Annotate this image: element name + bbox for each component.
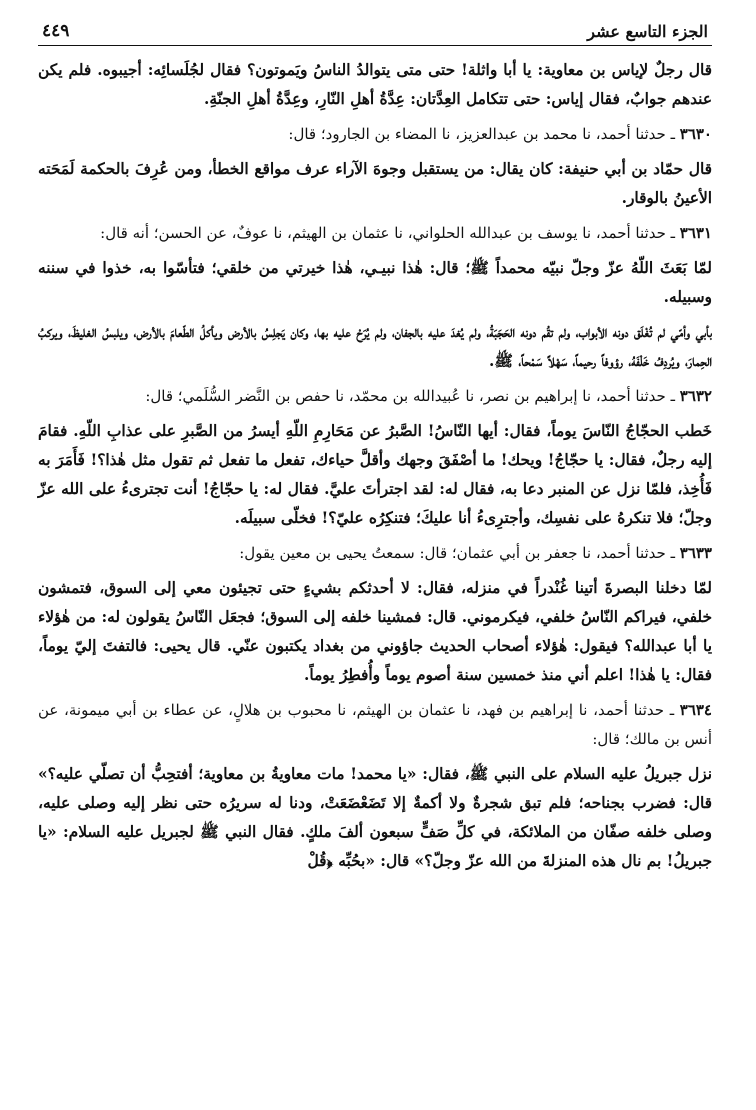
hadith-chain-paragraph [38, 539, 712, 568]
text-paragraph [38, 318, 712, 376]
text-paragraph [38, 574, 712, 690]
paragraph-text: لمّا دخلنا البصرةَ أتينا غُنْدراً في منزله، فقال: لا أحدثكم بشيءٍ حتى تجيئون معي إلى السوق، فتمشون خلفي، فيراكم النّاسُ خلفي، فيكرموني. قال: فمشينا خلفه إلى السوق؛ فجعَل النّاسُ يقولون له: من هٰؤلاء يا أبا عبدالله؟ فيقول: هٰؤلاء أصحاب الحديث جاؤوني من بغداد يكتبون عنّي. قال يحيى: فالتفتَ إليّ يوماً، فقال: يا هٰذا! اعلم أني منذ خمسين سنة أصوم يوماً وأُفطِرُ يوماً. [38, 579, 712, 684]
paragraph-text: خَطب الحجّاجُ النّاسَ يوماً، فقال: أيها النّاسُ! الصَّبرُ عن مَحَارِمِ اللّهِ أيسرُ من الصَّبرِ على عذابِ اللّهِ. فقامَ إليه رجلٌ، فقال: يا حجّاجُ! ويحك! ما أصْفَقَ وجهك وأقلَّ حياءك، تفعل ما تفعل ثم تقول مثل هٰذا؟! فَأَمَرَ به فَأُخِذ، فلمّا نزل عن المنبر دعا به، فقال له: لقد اجترأتَ عليَّ. فقال له: يا حجّاجُ! أنت تجترىءُ على الله عزّ وجلّ؛ فلا تنكرهُ على نفسِك، وأجترِىءُ أنا عليكَ؛ فتنكِرُه عليّ؟! فخلّى سبيلَه. [38, 422, 712, 527]
entry-number: ٣٦٣٢ [679, 387, 712, 405]
hadith-chain-paragraph [38, 382, 712, 411]
entry-number: ٣٦٣٠ [679, 125, 712, 143]
paragraph-text: لمّا بَعَثَ اللّهُ عزّ وجلّ نبيّه محمداً ﷺ؛ قال: هٰذا نبيـي، هٰذا خيرتي من خلقي؛ فتأسّوا به، خذوا في سننه وسبيله. [38, 259, 712, 306]
paragraph-text: ـ حدثنا أحمد، نا جعفر بن أبي عثمان؛ قال: سمعتُ يحيى بن معين يقول: [239, 544, 680, 562]
entry-number: ٣٦٣٣ [679, 544, 712, 562]
page-body [38, 46, 712, 876]
paragraph-text: ـ حدثنا أحمد، نا محمد بن عبدالعزيز، نا المضاء بن الجارود؛ قال: [288, 125, 680, 143]
page-number: ٤٤٩ [42, 21, 70, 41]
paragraph-text: ـ حدثنا أحمد، نا إبراهيم بن نصر، نا عُبيدالله بن محمّد، نا حفص بن النَّضر السُّلَمي؛ قال: [145, 387, 680, 405]
paragraph-text: ـ حدثنا أحمد، نا يوسف بن عبدالله الحلواني، نا عثمان بن الهيثم، نا عوفٌ، عن الحسن؛ أنه قال: [100, 224, 680, 242]
paragraph-text: قال حمّاد بن أبي حنيفة: كان يقال: من يستقبل وجوهَ الآراء عرف مواقع الخطأ، ومن عُرِفَ بالحكمة لَمَحَته الأعينُ بالوقار. [38, 160, 712, 207]
text-paragraph [38, 417, 712, 533]
running-header [38, 14, 712, 46]
hadith-chain-paragraph [38, 120, 712, 149]
text-paragraph [38, 155, 712, 213]
paragraph-text: بأبي وأمّي لم تُغْلَق دونه الأبواب، ولم تقُم دونه الحَجَبَةُ، ولم يُغدَ عليه بالجفان، ولم يُرَحْ عليه بها، وكان يَجلِسُ بالأرض ويأكلُ الطّعامَ بالأرض، ويلبسُ الغليظَ، ويركبُ الحِمارَ، ويُردِفُ خَلْفَهُ، رؤوفاً رحيماً، سَهْلاً سَمْحاً، ﷺ. [38, 323, 712, 370]
part-title: الجزء التاسع عشر [587, 22, 708, 41]
text-paragraph [38, 56, 712, 114]
entry-number: ٣٦٣١ [679, 224, 712, 242]
text-paragraph [38, 254, 712, 312]
paragraph-text: ـ حدثنا أحمد، نا إبراهيم بن فهد، نا عثمان بن الهيثم، نا محبوب بن هلالٍ، عن عطاء بن أبي ميمونة، عن أنس بن مالك؛ قال: [38, 701, 712, 748]
hadith-chain-paragraph [38, 219, 712, 248]
paragraph-text: قال رجلٌ لإياس بن معاوية: يا أبا واثلة! حتى متى يتوالدُ الناسُ ويَموتون؟ فقال لجُلَسائِه: أجيبوه. فلم يكن عندهم جوابٌ، فقال إياس: حتى تتكامل العِدَّتان: عِدَّةُ أهلِ النّارِ، وعِدَّةُ أهلِ الجنّةِ. [38, 61, 712, 108]
hadith-chain-paragraph [38, 696, 712, 754]
paragraph-text: نزل جبريلُ عليه السلام على النبي ﷺ، فقال: «يا محمد! مات معاويةُ بن معاوية؛ أفتحِبُّ أن تصلّي عليه؟» قال: فضرب بجناحه؛ فلم تبق شجرةٌ ولا أكمةٌ إلا تَضَعْضَعَتْ، ودنا له سريرُه حتى نظر إليه وصلى عليه، وصلى خلفه صفّان من الملائكة، في كلِّ صَفٍّ سبعون ألفَ ملكٍ. فقال النبي ﷺ لجبريل عليه السلام: «يا جبريلُ! بم نال هذه المنزلةَ من الله عزّ وجلّ؟» قال: «بحُبِّه ﴿قُلْ [38, 765, 712, 870]
text-paragraph [38, 760, 712, 876]
entry-number: ٣٦٣٤ [679, 701, 712, 719]
